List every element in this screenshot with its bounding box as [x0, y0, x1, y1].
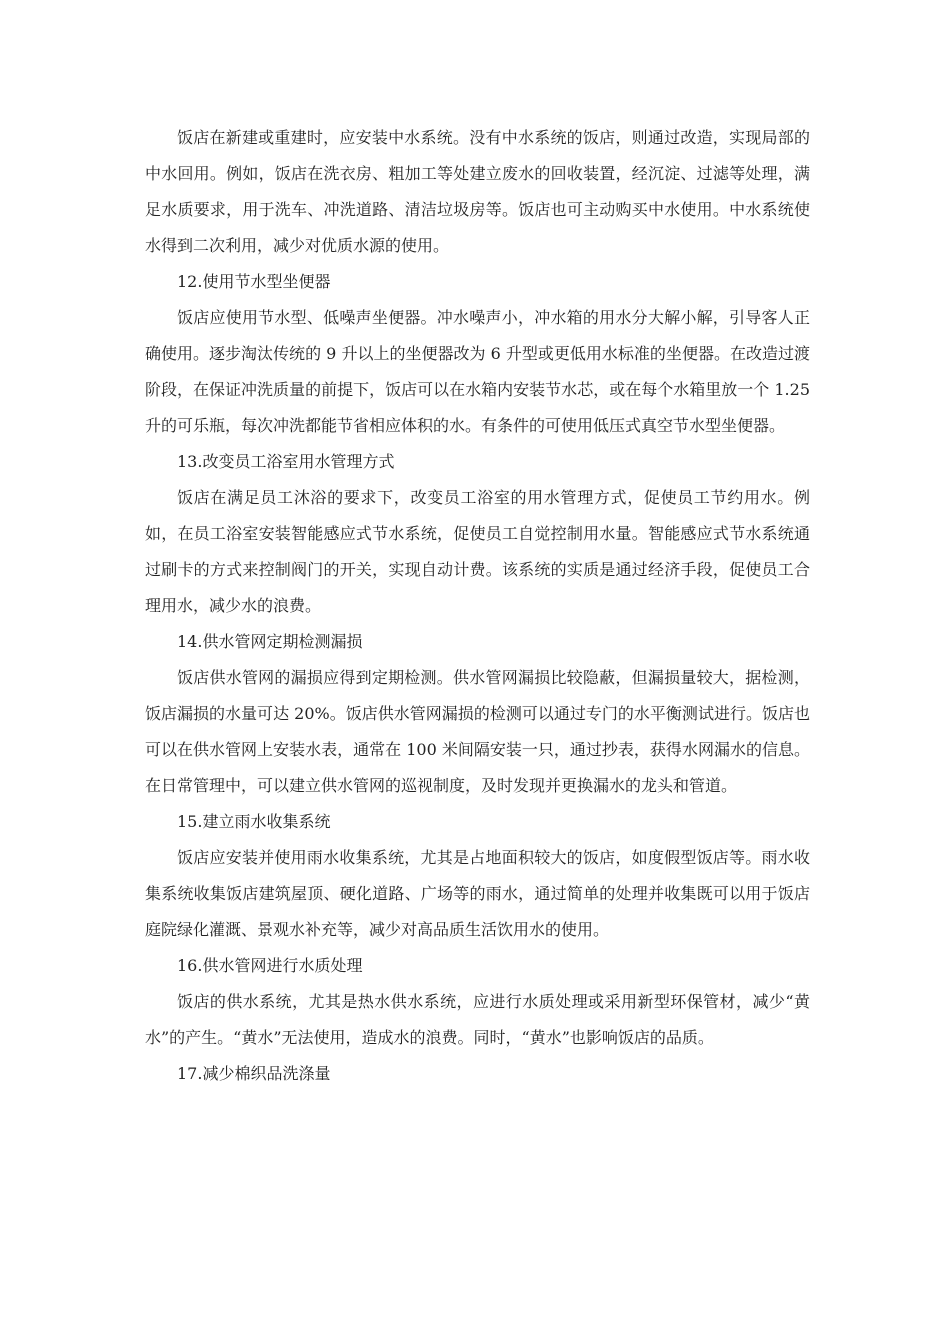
section-heading-16: 16.供水管网进行水质处理 — [177, 956, 363, 975]
section-heading-17: 17.减少棉织品洗涤量 — [177, 1064, 331, 1083]
section-heading-15: 15.建立雨水收集系统 — [177, 812, 331, 831]
document-body — [145, 120, 810, 1092]
section-heading-13: 13.改变员工浴室用水管理方式 — [177, 452, 395, 471]
paragraph-leak-detection: 饭店供水管网的漏损应得到定期检测。供水管网漏损比较隐蔽，但漏损量较大，据检测，饭店漏损的水量可达 20%。饭店供水管网漏损的检测可以通过专门的水平衡测试进行。饭店也可以在供水管网上安装水表，通常在 100 米间隔安装一只，通过抄表，获得水网漏水的信息。在日常管理中，可以建立供水管网的巡视制度，及时发现并更换漏水的龙头和管道。 — [145, 668, 810, 795]
paragraph-rainwater: 饭店应安装并使用雨水收集系统，尤其是占地面积较大的饭店，如度假型饭店等。雨水收集系统收集饭店建筑屋顶、硬化道路、广场等的雨水，通过简单的处理并收集既可以用于饭店庭院绿化灌溉、景观水补充等，减少对高品质生活饮用水的使用。 — [145, 848, 810, 939]
paragraph-staff-bathroom: 饭店在满足员工沐浴的要求下，改变员工浴室的用水管理方式，促使员工节约用水。例如，在员工浴室安装智能感应式节水系统，促使员工自觉控制用水量。智能感应式节水系统通过刷卡的方式来控制阀门的开关，实现自动计费。该系统的实质是通过经济手段，促使员工合理用水，减少水的浪费。 — [145, 488, 810, 615]
paragraph-toilets: 饭店应使用节水型、低噪声坐便器。冲水噪声小，冲水箱的用水分大解小解，引导客人正确使用。逐步淘汰传统的 9 升以上的坐便器改为 6 升型或更低用水标准的坐便器。在改造过渡阶段，在保证冲洗质量的前提下，饭店可以在水箱内安装节水芯，或在每个水箱里放一个 1.25 升的可乐瓶，每次冲洗都能节省相应体积的水。有条件的可使用低压式真空节水型坐便器。 — [145, 308, 810, 435]
paragraph-reclaimed-water: 饭店在新建或重建时，应安装中水系统。没有中水系统的饭店，则通过改造，实现局部的中水回用。例如，饭店在洗衣房、粗加工等处建立废水的回收装置，经沉淀、过滤等处理，满足水质要求，用于洗车、冲洗道路、清洁垃圾房等。饭店也可主动购买中水使用。中水系统使水得到二次利用，减少对优质水源的使用。 — [145, 128, 810, 255]
paragraph-water-quality: 饭店的供水系统，尤其是热水供水系统，应进行水质处理或采用新型环保管材，减少“黄水”的产生。“黄水”无法使用，造成水的浪费。同时，“黄水”也影响饭店的品质。 — [145, 992, 810, 1047]
section-heading-14: 14.供水管网定期检测漏损 — [177, 632, 363, 651]
section-heading-12: 12.使用节水型坐便器 — [177, 272, 331, 291]
